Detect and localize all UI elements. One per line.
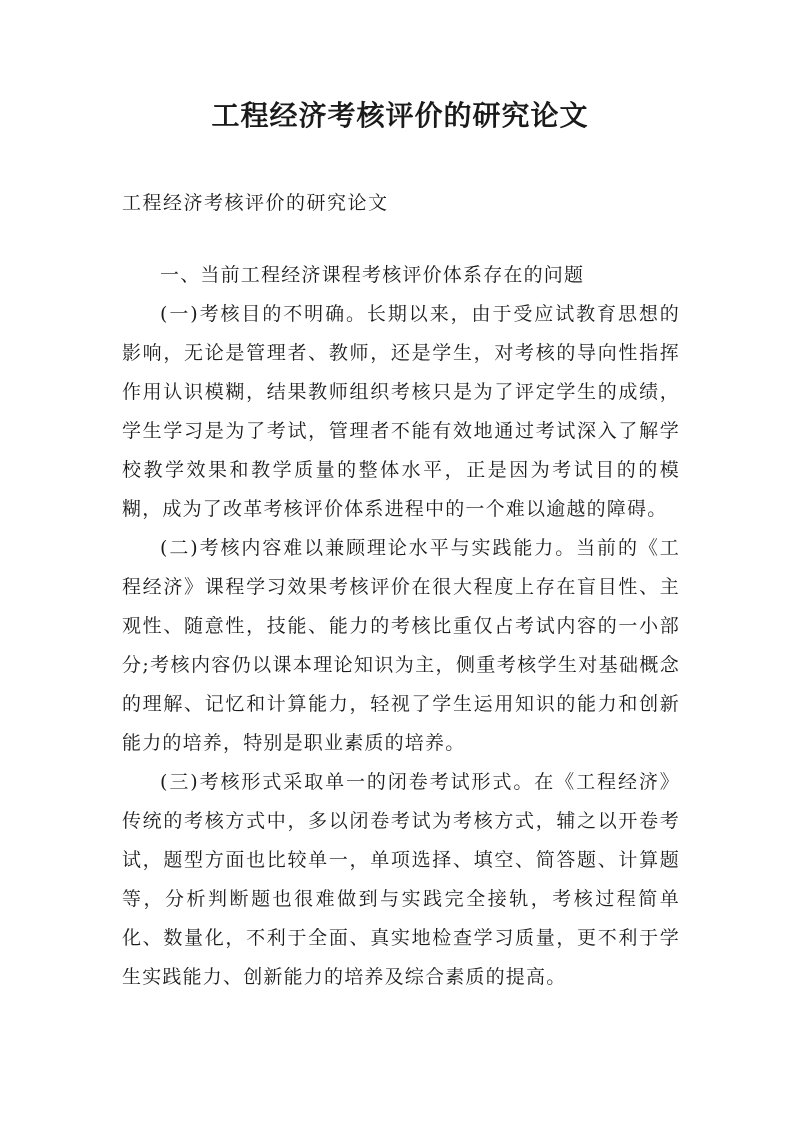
paragraph-2: (二)考核内容难以兼顾理论水平与实践能力。当前的《工程经济》课程学习效果考核评价在很大程度上存在盲目性、主观性、随意性，技能、能力的考核比重仅占考试内容的一小部分;考核内容仍以课本理论知识为主，侧重考核学生对基础概念的理解、记忆和计算能力，轻视了学生运用知识的能力和创新能力的培养，特别是职业素质的培养。 xyxy=(122,537,680,754)
paragraph-3: (三)考核形式采取单一的闭卷考试形式。在《工程经济》传统的考核方式中，多以闭卷考试为考核方式，辅之以开卷考试，题型方面也比较单一，单项选择、填空、简答题、计算题等，分析判断题也很难做到与实践完全接轨，考核过程简单化、数量化，不利于全面、真实地检查学习质量，更不利于学生实践能力、创新能力的培养及综合素质的提高。 xyxy=(122,771,680,988)
section-heading: 一、当前工程经济课程考核评价体系存在的问题 xyxy=(160,264,585,286)
document-body xyxy=(122,256,680,997)
paragraph-1: (一)考核目的不明确。长期以来，由于受应试教育思想的影响，无论是管理者、教师，还是学生，对考核的导向性指挥作用认识模糊，结果教师组织考核只是为了评定学生的成绩，学生学习是为了考试，管理者不能有效地通过考试深入了解学校教学效果和教学质量的整体水平，正是因为考试目的的模糊，成为了改革考核评价体系进程中的一个难以逾越的障碍。 xyxy=(122,303,680,520)
document-subtitle: 工程经济考核评价的研究论文 xyxy=(122,192,389,214)
document-title: 工程经济考核评价的研究论文 xyxy=(211,99,589,132)
